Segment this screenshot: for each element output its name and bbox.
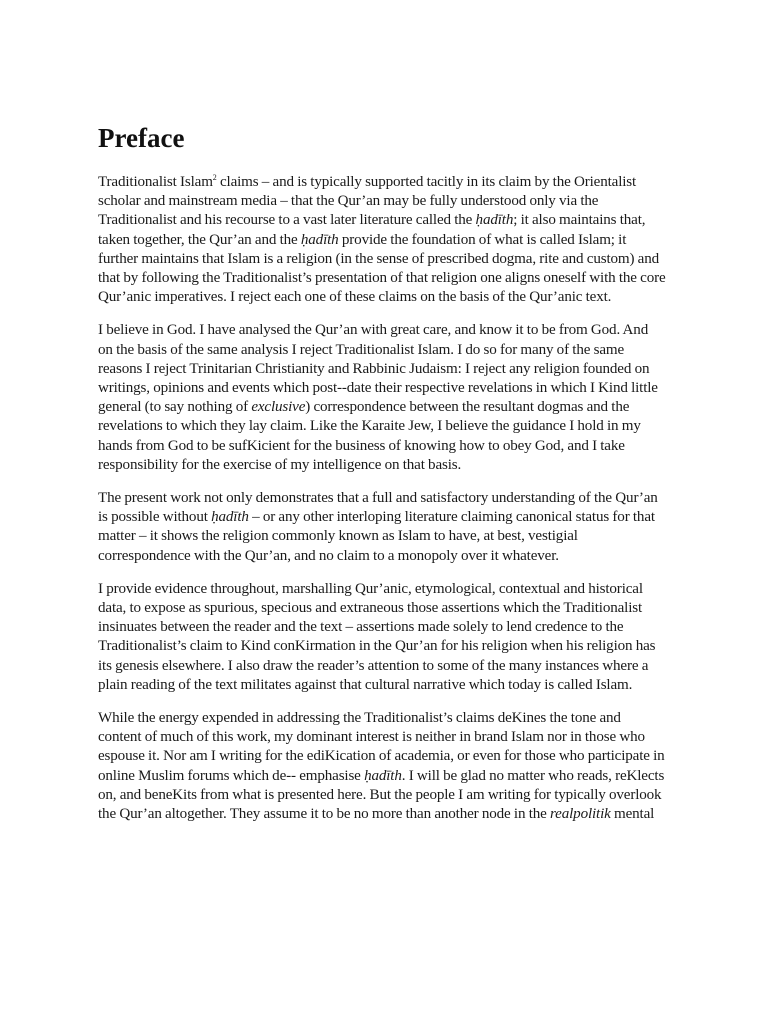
body-text [98,173,666,824]
italic-term: ḥadīth [364,767,402,784]
text-run: The present work not only demonstrates that a full and satisfactory understanding of the Qur’an is possible without [98,490,658,526]
text-run: – or any other interloping literature claiming canonical status for that matter – it shows the religion commonly known as Islam to have, at best, vestigial correspondence with the Qur’an, and no claim to a monopoly over it whatever. [98,509,655,564]
paragraph [98,321,666,475]
text-run: provide the foundation of what is called Islam; it further maintains that Islam is a religion (in the sense of prescribed dogma, rite and custom) and that by following the Traditionalist’s presentation of that religion one aligns oneself with the core Qur’anic imperatives. I reject each one of these claims on the basis of the Qur’anic text. [98,231,666,306]
text-run: ; it also maintains that, taken together, the Qur’an and the [98,212,646,248]
paragraph [98,173,666,307]
footnote-marker: 2 [212,172,217,182]
italic-term: exclusive [251,399,306,416]
text-run: Traditionalist Islam [98,174,213,190]
text-run: . I will be glad no matter who reads, reKlects on, and beneKits from what is presented here. But the people I am writing for typically overlook the Qur’an altogether. They assume it to be no more than another node in the [98,767,665,823]
italic-term: ḥadīth [475,212,514,229]
text-run: I believe in God. I have analysed the Qur’an with great care, and know it to be from God. And on the basis of the same analysis I reject Traditionalist Islam. I do so for many of the same reasons I reject Trinitarian Christianity and Rabbinic Judaism: I reject any religion founded on writings, opinions and events which post-‐date their respective revelations in which I Kind little general (to say nothing of [98,322,658,416]
text-run: claims – and is typically supported tacitly in its claim by the Orientalist scholar and mainstream media – that the Qur’an may be fully understood only via the Traditionalist and his recourse to a vast later literature called the [98,174,637,229]
text-run: mental [610,806,655,823]
page-title: Preface [98,123,185,153]
italic-term: ḥadīth [300,231,339,248]
italic-term: realpolitik [550,806,611,823]
paragraph [98,489,666,566]
document-page [98,122,666,838]
text-run: I provide evidence throughout, marshalling Qur’anic, etymological, contextual and historical data, to expose as spurious, specious and extraneous those assertions which the Traditionalist insinuates between the reader and the text – assertions made solely to lend credence to the Traditionalist’s claim to Kind conKirmation in the Qur’an for his religion when his religion has its genesis elsewhere. I also draw the reader’s attention to some of the many instances where a plain reading of the text militates against that cultural narrative which today is called Islam. [98,580,656,693]
italic-term: ḥadīth [211,509,249,526]
text-run: ) correspondence between the resultant dogmas and the revelations to which they lay claim. Like the Karaite Jew, I believe the guidance I hold in my hands from God to be sufKicient for the business of knowing how to obey God, and I take responsibility for the exercise of my intelligence on that basis. [98,399,641,473]
text-run: While the energy expended in addressing the Traditionalist’s claims deKines the tone and content of much of this work, my dominant interest is neither in brand Islam nor in those who espouse it. Nor am I writing for the ediKication of academia, or even for those who participate in online Muslim forums which de-‐ emphasise [98,710,665,784]
paragraph [98,580,666,695]
paragraph [98,709,666,824]
